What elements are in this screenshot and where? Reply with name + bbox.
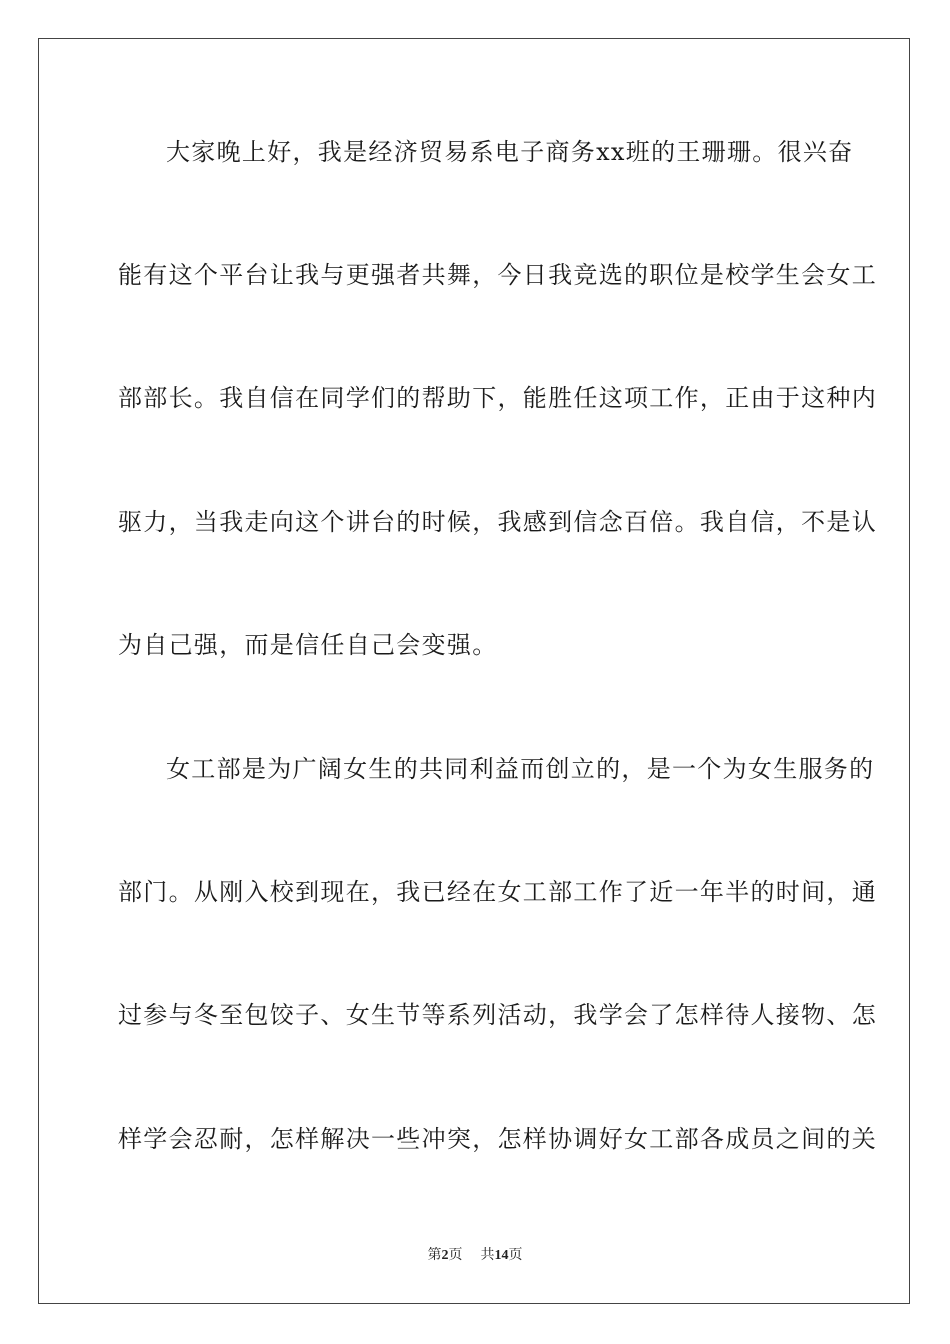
paragraph-1-line-4: 驱力，当我走向这个讲台的时候，我感到信念百倍。我自信，不是认: [118, 508, 877, 536]
paragraph-2-line-4: 样学会忍耐，怎样解决一些冲突，怎样协调好女工部各成员之间的关: [118, 1125, 877, 1153]
total-pages: 14: [494, 1248, 509, 1263]
paragraph-1-line-5: 为自己强，而是信任自己会变强。: [118, 631, 498, 659]
page-number: 2: [441, 1248, 449, 1263]
page-border: [38, 38, 910, 1304]
page-suffix: 页: [448, 1248, 463, 1263]
paragraph-2-line-1: 女工部是为广阔女生的共同利益而创立的，是一个为女生服务的: [166, 755, 875, 783]
paragraph-1-line-2: 能有这个平台让我与更强者共舞，今日我竞选的职位是校学生会女工: [118, 261, 877, 289]
paragraph-2-line-2: 部门。从刚入校到现在，我已经在女工部工作了近一年半的时间，通: [118, 878, 877, 906]
paragraph-2-line-3: 过参与冬至包饺子、女生节等系列活动，我学会了怎样待人接物、怎: [118, 1001, 877, 1029]
paragraph-1-line-3: 部部长。我自信在同学们的帮助下，能胜任这项工作，正由于这种内: [118, 384, 877, 412]
page-footer: [0, 1247, 950, 1265]
page-prefix: 第: [427, 1248, 442, 1263]
paragraph-1-line-1: 大家晚上好，我是经济贸易系电子商务xx班的王珊珊。很兴奋: [166, 138, 854, 166]
total-suffix: 页: [508, 1248, 523, 1263]
total-prefix: 共: [480, 1248, 495, 1263]
